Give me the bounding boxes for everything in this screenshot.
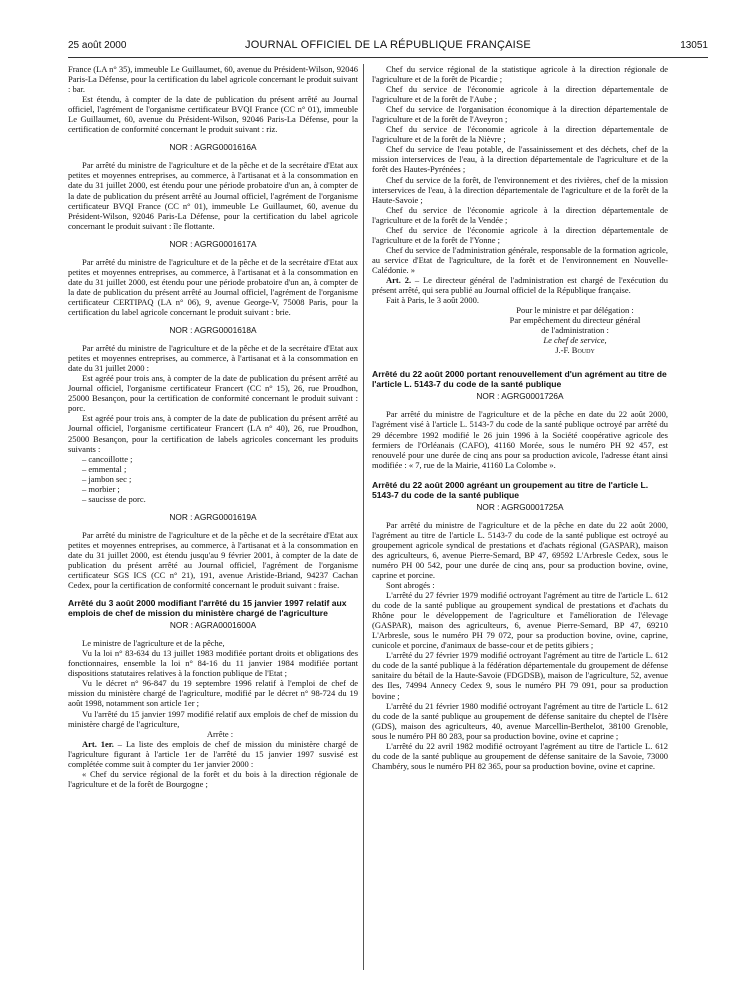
paragraph: L'arrêté du 21 février 1980 modifié octroyant l'agrément au titre de l'article L. 612 du code de la santé publique au groupement de défense sanitaire du cheptel de l'Isère (GDS), maison des agriculteurs, 40, avenue Marcellin-Berthelot, 38100 Grenoble, sous le numéro PH 80 283, pour sa production bovine, ovine et caprine ; <box>372 700 668 741</box>
paragraph: Chef du service de l'économie agricole à la direction départementale de l'agriculture et de la forêt de la Vendée ; <box>372 204 668 225</box>
page-number: 13051 <box>680 40 708 51</box>
paragraph: Vu le décret n° 96-847 du 19 septembre 1996 relatif à l'emploi de chef de mission du ministère chargé de l'agriculture, modifié par le décret n° 98-724 du 19 août 1998, notamment son article 1er ; <box>68 678 358 709</box>
list-item: – jambon sec ; <box>82 473 132 484</box>
signatory-name: J.-F. Boudy <box>555 345 595 356</box>
list-item: – emmental ; <box>82 463 127 474</box>
paragraph: Sont abrogés : <box>386 580 435 591</box>
article-label: Art. 1er. <box>82 738 114 749</box>
signature-line: Pour le ministre et par délégation : <box>516 305 634 316</box>
header-rule <box>68 57 708 58</box>
paragraph: Par arrêté du ministre de l'agriculture et de la pêche en date du 22 août 2000, l'agrément au titre de l'article L. 5143-7 du code de la santé publique est octroyé au groupement agricole syndical de prestations et d'achats régional (GASPAR), maison des agriculteurs, 6, avenue Pierre-Semard, BP 47, 69592 L'Arbresle Cedex, sous le numéro PH 00 542, pour une durée de cinq ans, pour sa production bovine, ovine, caprine et porcine. <box>372 519 668 580</box>
paragraph: Est agréé pour trois ans, à compter de la date de publication du présent arrêté au Journal officiel, l'organisme certificateur Francert (CC n° 15), 26, rue Proudhon, 25000 Besançon, pour la certification de conformité concernant le produit suivant : porc. <box>68 373 358 414</box>
article-paragraph <box>372 275 668 295</box>
paragraph: Chef du service de l'organisation économique à la direction départementale de l'agriculture et de la forêt de l'Aveyron ; <box>372 104 668 125</box>
list-item: – saucisse de porc. <box>82 493 146 504</box>
paragraph: L'arrêté du 27 février 1979 modifié octroyant l'agrément au titre de l'article L. 612 du code de la santé publique à la fédération départementale du groupement de défense sanitaire du bétail de la Haute-Savoie (FDGDSB), maison de l'agriculture, 52, avenue des Iles, 74994 Annecy Cedex 9, sous le numéro PH 79 091, pour sa production bovine ; <box>372 650 668 701</box>
paragraph: Est agréé pour trois ans, à compter de la date de publication du présent arrêté au Journal officiel, l'organisme certificateur Francert (LA n° 40), 26, rue Proudhon, 25000 Besançon, pour la certification de labels agricoles concernant les produits suivants : <box>68 413 358 454</box>
paragraph: Vu la loi n° 83-634 du 13 juillet 1983 modifiée portant droits et obligations des fonctionnaires, ensemble la loi n° 84-16 du 11 janvier 1984 modifiée portant dispositions statutaires relatives à la fonction publique de l'Etat ; <box>68 648 358 679</box>
paragraph: Par arrêté du ministre de l'agriculture et de la pêche et de la secrétaire d'Etat aux petites et moyennes entreprises, au commerce, à l'artisanat et à la consommation en date du 31 juillet 2000, est étendu pour une période probatoire d'un an, à compter de la date de publication du présent arrêté au Journal officiel, l'agrément de l'organisme certificateur CERTIPAQ (LA n° 06), 9, avenue George-V, 75008 Paris, pour la certification du label agricole concernant le produit suivant : brie. <box>68 256 358 317</box>
paragraph: Par arrêté du ministre de l'agriculture et de la pêche en date du 22 août 2000, l'agrément visé à l'article L. 5143-7 du code de la santé publique octroyé par arrêté du 29 décembre 1992 modifié le 26 juin 1996 à la Société coopérative agricole des fermiers de l'Orléanais (CAFO), 41160 Morée, sous le numéro PH 92 457, est renouvelé pour une durée de cinq ans pour sa production avicole, l'adresse étant ainsi modifiée : « 7, rue de la Mairie, 41160 La Colombe ». <box>372 409 668 470</box>
nor-reference: NOR : AGRG0001619A <box>169 511 257 522</box>
page-header <box>68 38 708 54</box>
column-separator <box>363 64 364 970</box>
paragraph: L'arrêté du 22 avril 1982 modifié octroyant l'agrément au titre de l'article L. 612 du code de la santé publique au groupement de défense sanitaire de la Savoie, 73000 Chambéry, sous le numéro PH 82 365, pour sa production bovine, ovine et caprine. <box>372 740 668 771</box>
list-item: – morbier ; <box>82 483 120 494</box>
nor-reference: NOR : AGRG0001725A <box>476 501 564 512</box>
section-title: Arrêté du 22 août 2000 agréant un groupement au titre de l'article L. 5143-7 du code de la santé publique <box>372 479 649 500</box>
paragraph: Est étendu, à compter de la date de publication du présent arrêté au Journal officiel, l'agrément de l'organisme certificateur BVQI France (CC n° 01), immeuble Le Guillaumet, 60, avenue du Président-Wilson, 92046 Paris-La Défense, pour la certification de conformité concernant le produit suivant : riz. <box>68 94 358 135</box>
paragraph: Le ministre de l'agriculture et de la pêche, <box>82 638 225 649</box>
paragraph: Chef du service de l'économie agricole à la direction départementale de l'agriculture et de la forêt de l'Aube ; <box>372 84 668 105</box>
article-text: – La liste des emplois de chef de mission du ministère chargé de l'agriculture figurant à l'article 1er de l'arrêté du 15 janvier 1997 susvisé est complétée comme suit à compter du 1er janvier 2000 : <box>68 738 358 769</box>
section-title: Arrêté du 3 août 2000 modifiant l'arrêté du 15 janvier 1997 relatif aux emplois de chef de mission du ministère chargé de l'agriculture <box>68 598 347 619</box>
paragraph: Vu l'arrêté du 15 janvier 1997 modifié relatif aux emplois de chef de mission du ministère chargé de l'agriculture, <box>68 708 358 729</box>
article-label: Art. 2. <box>386 274 412 285</box>
signature-block <box>482 305 668 355</box>
paragraph: Chef du service de la forêt, de l'environnement et des rivières, chef de la mission interservices de l'eau, à la direction départementale de l'agriculture et de la forêt de la Haute-Savoie ; <box>372 174 668 205</box>
paragraph: Chef du service de l'économie agricole à la direction départementale de l'agriculture et de la forêt de la Nièvre ; <box>372 124 668 145</box>
article-text: – Le directeur général de l'administration est chargé de l'exécution du présent arrêté, qui sera publié au Journal officiel de la République française. <box>372 274 668 296</box>
nor-reference: NOR : AGRG0001726A <box>476 391 564 402</box>
paragraph: L'arrêté du 27 février 1979 modifié octroyant l'agrément au titre de l'article L. 612 du code de la santé publique au groupement syndical de prestations et d'achats du Rhône pour le développement de l'agriculture et l'amélioration de l'élevage (GASPAR), maison des agriculteurs, 6, avenue Pierre-Semard, BP 47, 69210 L'Arbresle, sous le numéro PH 79 072, pour sa production bovine, ovine, caprine, cunicole et porcine, d'animaux de basse-cour et de petits gibiers ; <box>372 590 668 651</box>
nor-reference: NOR : AGRG0001618A <box>169 325 257 336</box>
paragraph: Chef du service régional de la statistique agricole à la direction régionale de l'agriculture et de la forêt de Picardie ; <box>372 64 668 85</box>
signature-line: de l'administration : <box>541 325 609 336</box>
right-column <box>372 64 668 771</box>
signature-line: Par empêchement du directeur général <box>509 315 641 326</box>
journal-title: JOURNAL OFFICIEL DE LA RÉPUBLIQUE FRANÇAISE <box>245 39 531 51</box>
signature-line: Le chef de service, <box>543 335 607 346</box>
nor-reference: NOR : AGRG0001617A <box>169 238 257 249</box>
product-list <box>68 454 358 504</box>
header-date: 25 août 2000 <box>68 40 127 51</box>
nor-reference: NOR : AGRG0001616A <box>169 142 257 153</box>
paragraph: Chef du service de l'économie agricole à la direction départementale de l'agriculture et de la forêt de l'Yonne ; <box>372 224 668 245</box>
paragraph: Par arrêté du ministre de l'agriculture et de la pêche et de la secrétaire d'Etat aux petites et moyennes entreprises, au commerce, à l'artisanat et à la consommation en date du 31 juillet 2000 : <box>68 343 358 374</box>
left-column <box>68 64 358 789</box>
article-paragraph <box>68 739 358 769</box>
paragraph: Par arrêté du ministre de l'agriculture et de la pêche et de la secrétaire d'Etat aux petites et moyennes entreprises, au commerce, à l'artisanat et à la consommation en date du 31 juillet 2000, est étendu pour une période probatoire d'un an, à compter de la date de publication du présent arrêté au Journal officiel, l'agrément de l'organisme certificateur BVQI France (CC n° 01), immeuble Le Guillaumet, 60, avenue du Président-Wilson, 92046 Paris-La Défense, pour la certification du label agricole concernant le produit suivant : île flottante. <box>68 160 358 231</box>
paragraph: France (LA n° 35), immeuble Le Guillaumet, 60, avenue du Président-Wilson, 92046 Paris-La Défense, pour la certification du label agricole concernant le produit suivant : bar. <box>68 64 358 95</box>
paragraph: Fait à Paris, le 3 août 2000. <box>386 295 480 306</box>
section-title: Arrêté du 22 août 2000 portant renouvellement d'un agrément au titre de l'article L. 5143-7 du code de la santé publique <box>372 369 667 390</box>
nor-reference: NOR : AGRA0001600A <box>169 620 257 631</box>
paragraph: Par arrêté du ministre de l'agriculture et de la pêche et de la secrétaire d'Etat aux petites et moyennes entreprises, au commerce, à l'artisanat et à la consommation en date du 31 juillet 2000, est étendu jusqu'au 9 février 2001, à compter de la date de publication du présent arrêté au Journal officiel, l'agrément de l'organisme certificateur SGS ICS (CC n° 21), 191, avenue Aristide-Briand, 94237 Cachan Cedex, pour la certification de conformité concernant le produit suivant : fraise. <box>68 529 358 591</box>
list-item: – cancoillotte ; <box>82 453 133 464</box>
paragraph: Chef du service de l'administration générale, responsable de la formation agricole, au service d'Etat de l'agriculture, de la forêt et de l'environnement en Nouvelle-Calédonie. » <box>372 244 668 275</box>
paragraph: « Chef du service régional de la forêt et du bois à la direction régionale de l'agriculture et de la forêt de Bourgogne ; <box>68 768 358 789</box>
paragraph: Chef du service de l'eau potable, de l'assainissement et des déchets, chef de la mission interservices de l'eau, à la direction départementale de l'agriculture et de la forêt des Hautes-Pyrénées ; <box>372 144 668 175</box>
paragraph: Arrête : <box>206 728 234 739</box>
